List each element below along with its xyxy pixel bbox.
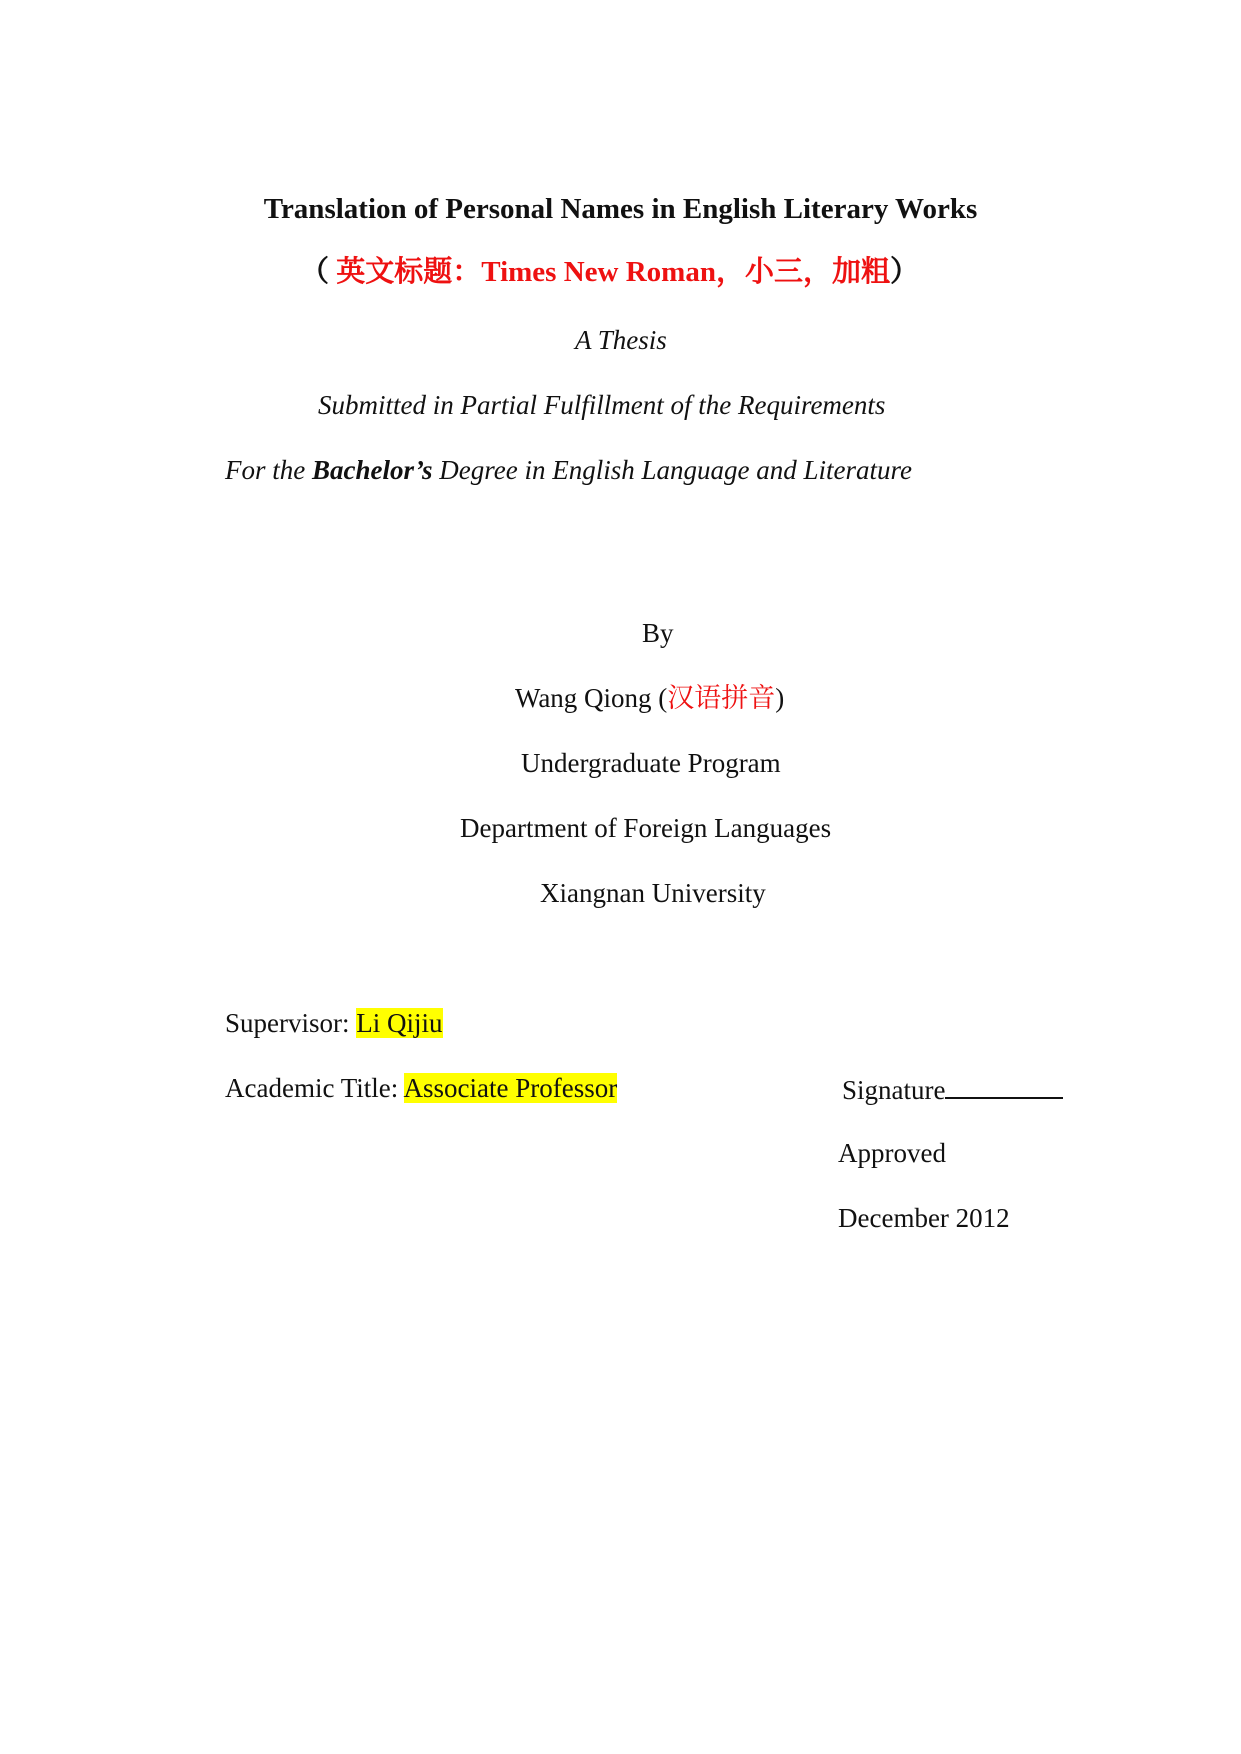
signature-label: Signature bbox=[842, 1075, 946, 1105]
academic-title-line bbox=[225, 1075, 617, 1102]
supervisor-label: Supervisor: bbox=[225, 1008, 357, 1038]
approved-label: Approved bbox=[838, 1138, 946, 1168]
author-name: Wang Qiong ( bbox=[515, 683, 668, 713]
submitted-statement: Submitted in Partial Fulfillment of the Requirements bbox=[318, 390, 886, 420]
supervisor-name: Li Qijiu bbox=[356, 1008, 443, 1038]
degree-statement bbox=[225, 457, 912, 484]
degree-prefix: For the bbox=[225, 455, 312, 485]
note-open-paren: （ bbox=[300, 256, 337, 288]
author-line bbox=[515, 685, 784, 712]
signature-line bbox=[842, 1075, 1063, 1104]
supervisor-line bbox=[225, 1010, 443, 1037]
university-line: Xiangnan University bbox=[540, 878, 766, 908]
author-pinyin-note: 汉语拼音 bbox=[667, 683, 776, 713]
thesis-title: Translation of Personal Names in English Literary Works bbox=[263, 193, 978, 225]
program-line: Undergraduate Program bbox=[521, 748, 781, 778]
degree-bold: Bachelor’s bbox=[312, 455, 433, 485]
date-line: December 2012 bbox=[838, 1203, 1010, 1233]
thesis-label: A Thesis bbox=[575, 325, 667, 355]
academic-title-value: Associate Professor bbox=[403, 1073, 618, 1103]
degree-suffix: Degree in English Language and Literature bbox=[432, 455, 912, 485]
academic-title-label: Academic Title: bbox=[225, 1073, 404, 1103]
note-close-paren: ） bbox=[889, 256, 919, 288]
signature-blank bbox=[945, 1075, 1063, 1099]
title-format-note bbox=[300, 258, 919, 287]
note-text: 英文标题：Times New Roman，小三，加粗 bbox=[336, 256, 890, 288]
author-close-paren: ) bbox=[775, 683, 785, 713]
by-label: By bbox=[642, 618, 674, 648]
department-line: Department of Foreign Languages bbox=[460, 813, 832, 843]
